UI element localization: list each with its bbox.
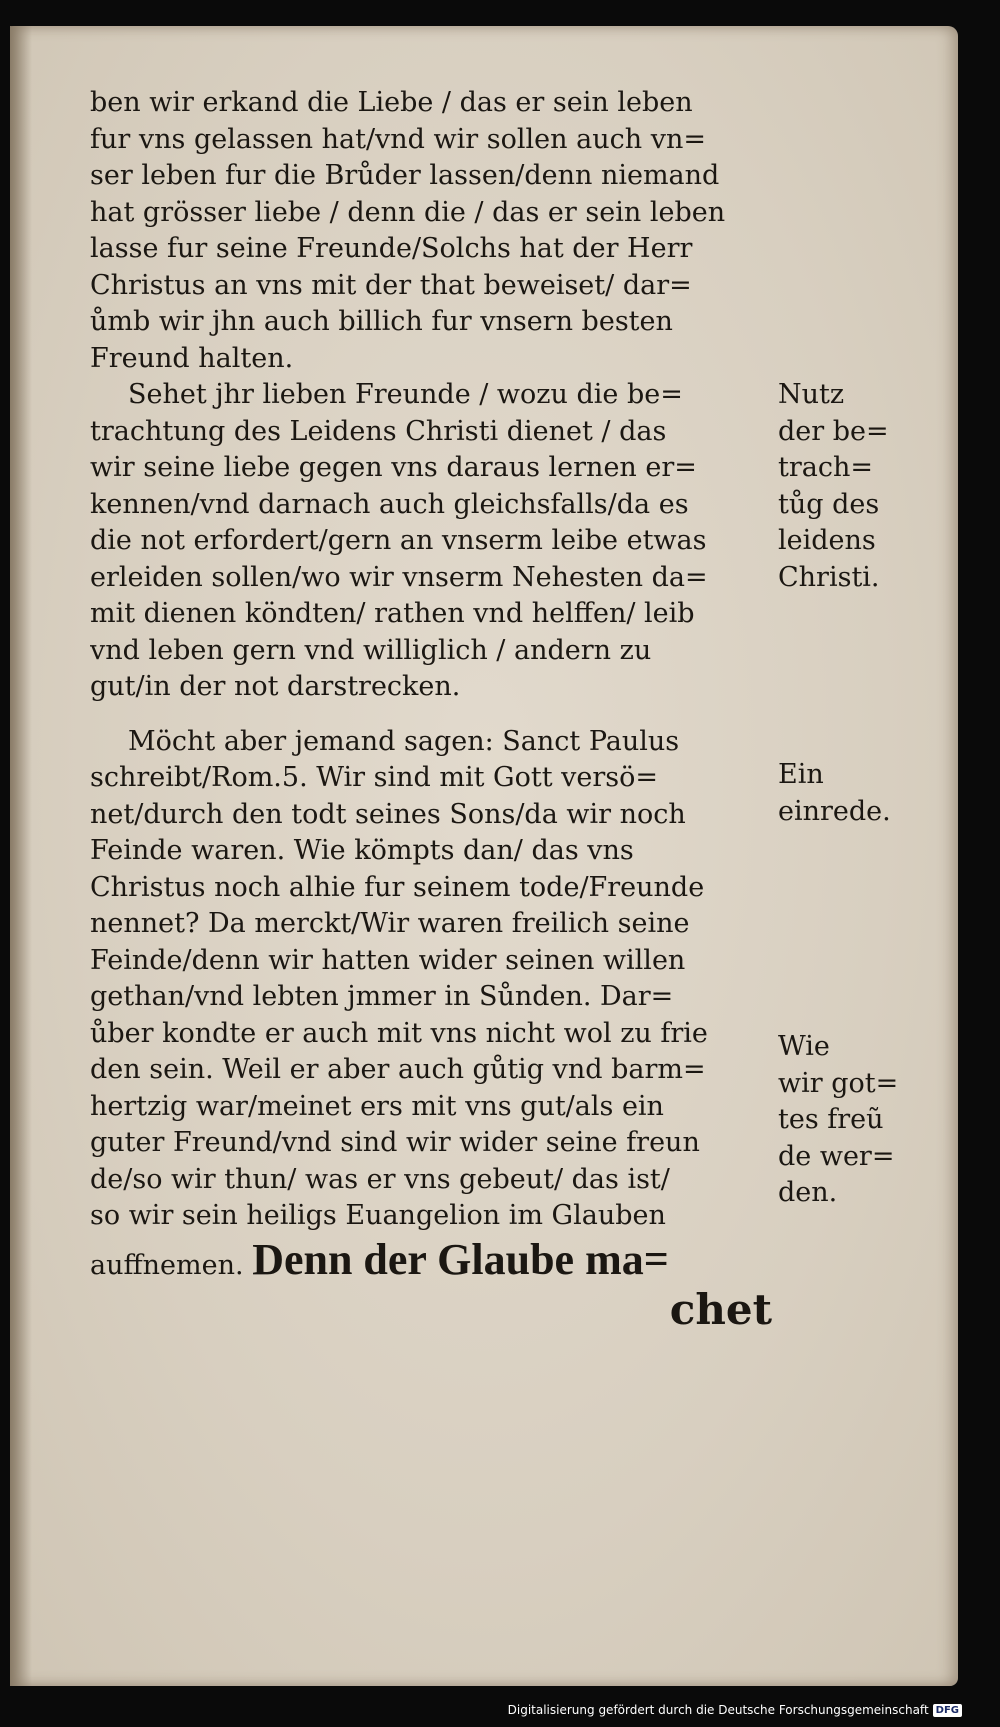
funding-footer [508,1703,962,1717]
paragraph-3 [90,724,780,1335]
paragraph-2 [90,377,780,706]
margin-line: den. [778,1177,838,1208]
text-line: ůmb wir jhn auch billich fur vnsern besten [90,306,673,337]
margin-line: tes freũ [778,1104,884,1135]
text-line: mit dienen köndten/ rathen vnd helffen/ leib [90,598,695,629]
margin-line: de wer= [778,1140,895,1172]
text-line: fur vns gelassen hat/vnd wir sollen auch vn= [90,123,706,155]
margin-line: einrede. [778,795,891,827]
text-line: kennen/vnd darnach auch gleichsfalls/da es [90,488,689,520]
text-line: Feinde/denn wir hatten wider seinen willen [90,944,686,976]
margin-line: Nutz [778,379,845,410]
text-line: hertzig war/meinet ers mit vns gut/als ein [90,1090,664,1122]
text-line: Christus an vns mit der that beweiset/ dar= [90,269,692,301]
text-line: so wir sein heiligs Euangelion im Glauben [90,1200,666,1231]
margin-line: leidens [778,525,876,556]
text-line: Sehet jhr lieben Freunde / wozu die be= [128,379,683,410]
text-line: trachtung des Leidens Christi dienet / das [90,415,667,447]
footer-text: Digitalisierung gefördert durch die Deutsche Forschungsgemeinschaft [507,1703,929,1717]
last-text-line [90,1235,780,1285]
margin-line: der be= [778,415,889,447]
text-line: ser leben fur die Brůder lassen/denn niemand [90,160,720,191]
text-line: gethan/vnd lebten jmmer in Sůnden. Dar= [90,981,674,1012]
text-line: vnd leben gern vnd williglich / andern zu [90,634,652,666]
margin-note-einrede [778,757,908,830]
text-line: net/durch den todt seines Sons/da wir noch [90,798,686,830]
text-fragment: auffnemen. [90,1249,244,1281]
text-line: de/so wir thun/ was er vns gebeut/ das ist/ [90,1163,670,1195]
margin-line: Christi. [778,561,880,593]
paragraph-1 [90,85,780,377]
text-line: lasse fur seine Freunde/Solchs hat der Herr [90,233,693,264]
text-line: den sein. Weil er aber auch gůtig vnd barm= [90,1054,706,1085]
catchword: chet [669,1284,772,1334]
large-type-fragment: Denn der Glaube ma= [252,1234,669,1284]
text-line: hat grösser liebe / denn die / das er sein leben [90,196,726,228]
margin-line: Wie [778,1031,830,1062]
text-line: gut/in der not darstrecken. [90,671,461,702]
text-line: guter Freund/vnd sind wir wider seine freun [90,1127,700,1158]
margin-line: trach= [778,452,873,483]
text-line: Freund halten. [90,342,294,374]
text-line: nennet? Da merckt/Wir waren freilich seine [90,908,690,939]
margin-note-nutz [778,377,908,596]
margin-line: tůg des [778,488,880,520]
text-line: schreibt/Rom.5. Wir sind mit Gott versö= [90,762,659,793]
text-line: wir seine liebe gegen vns daraus lernen er= [90,452,697,483]
text-line: Feinde waren. Wie kömpts dan/ das vns [90,835,634,866]
margin-line: wir got= [778,1067,899,1099]
dfg-logo: DFG [933,1704,962,1717]
margin-note-wie [778,1029,908,1212]
text-line: die not erfordert/gern an vnserm leibe etwas [90,525,707,556]
text-line: ben wir erkand die Liebe / das er sein leben [90,87,693,118]
text-line: Christus noch alhie fur seinem tode/Freunde [90,871,705,903]
text-line: Möcht aber jemand sagen: Sanct Paulus [128,725,680,757]
text-line: erleiden sollen/wo wir vnserm Nehesten da= [90,561,708,593]
text-line: ůber kondte er auch mit vns nicht wol zu frie [90,1017,708,1049]
main-text-block [90,85,780,1335]
page-gutter-shadow [10,26,32,1686]
margin-line: Ein [778,759,824,790]
